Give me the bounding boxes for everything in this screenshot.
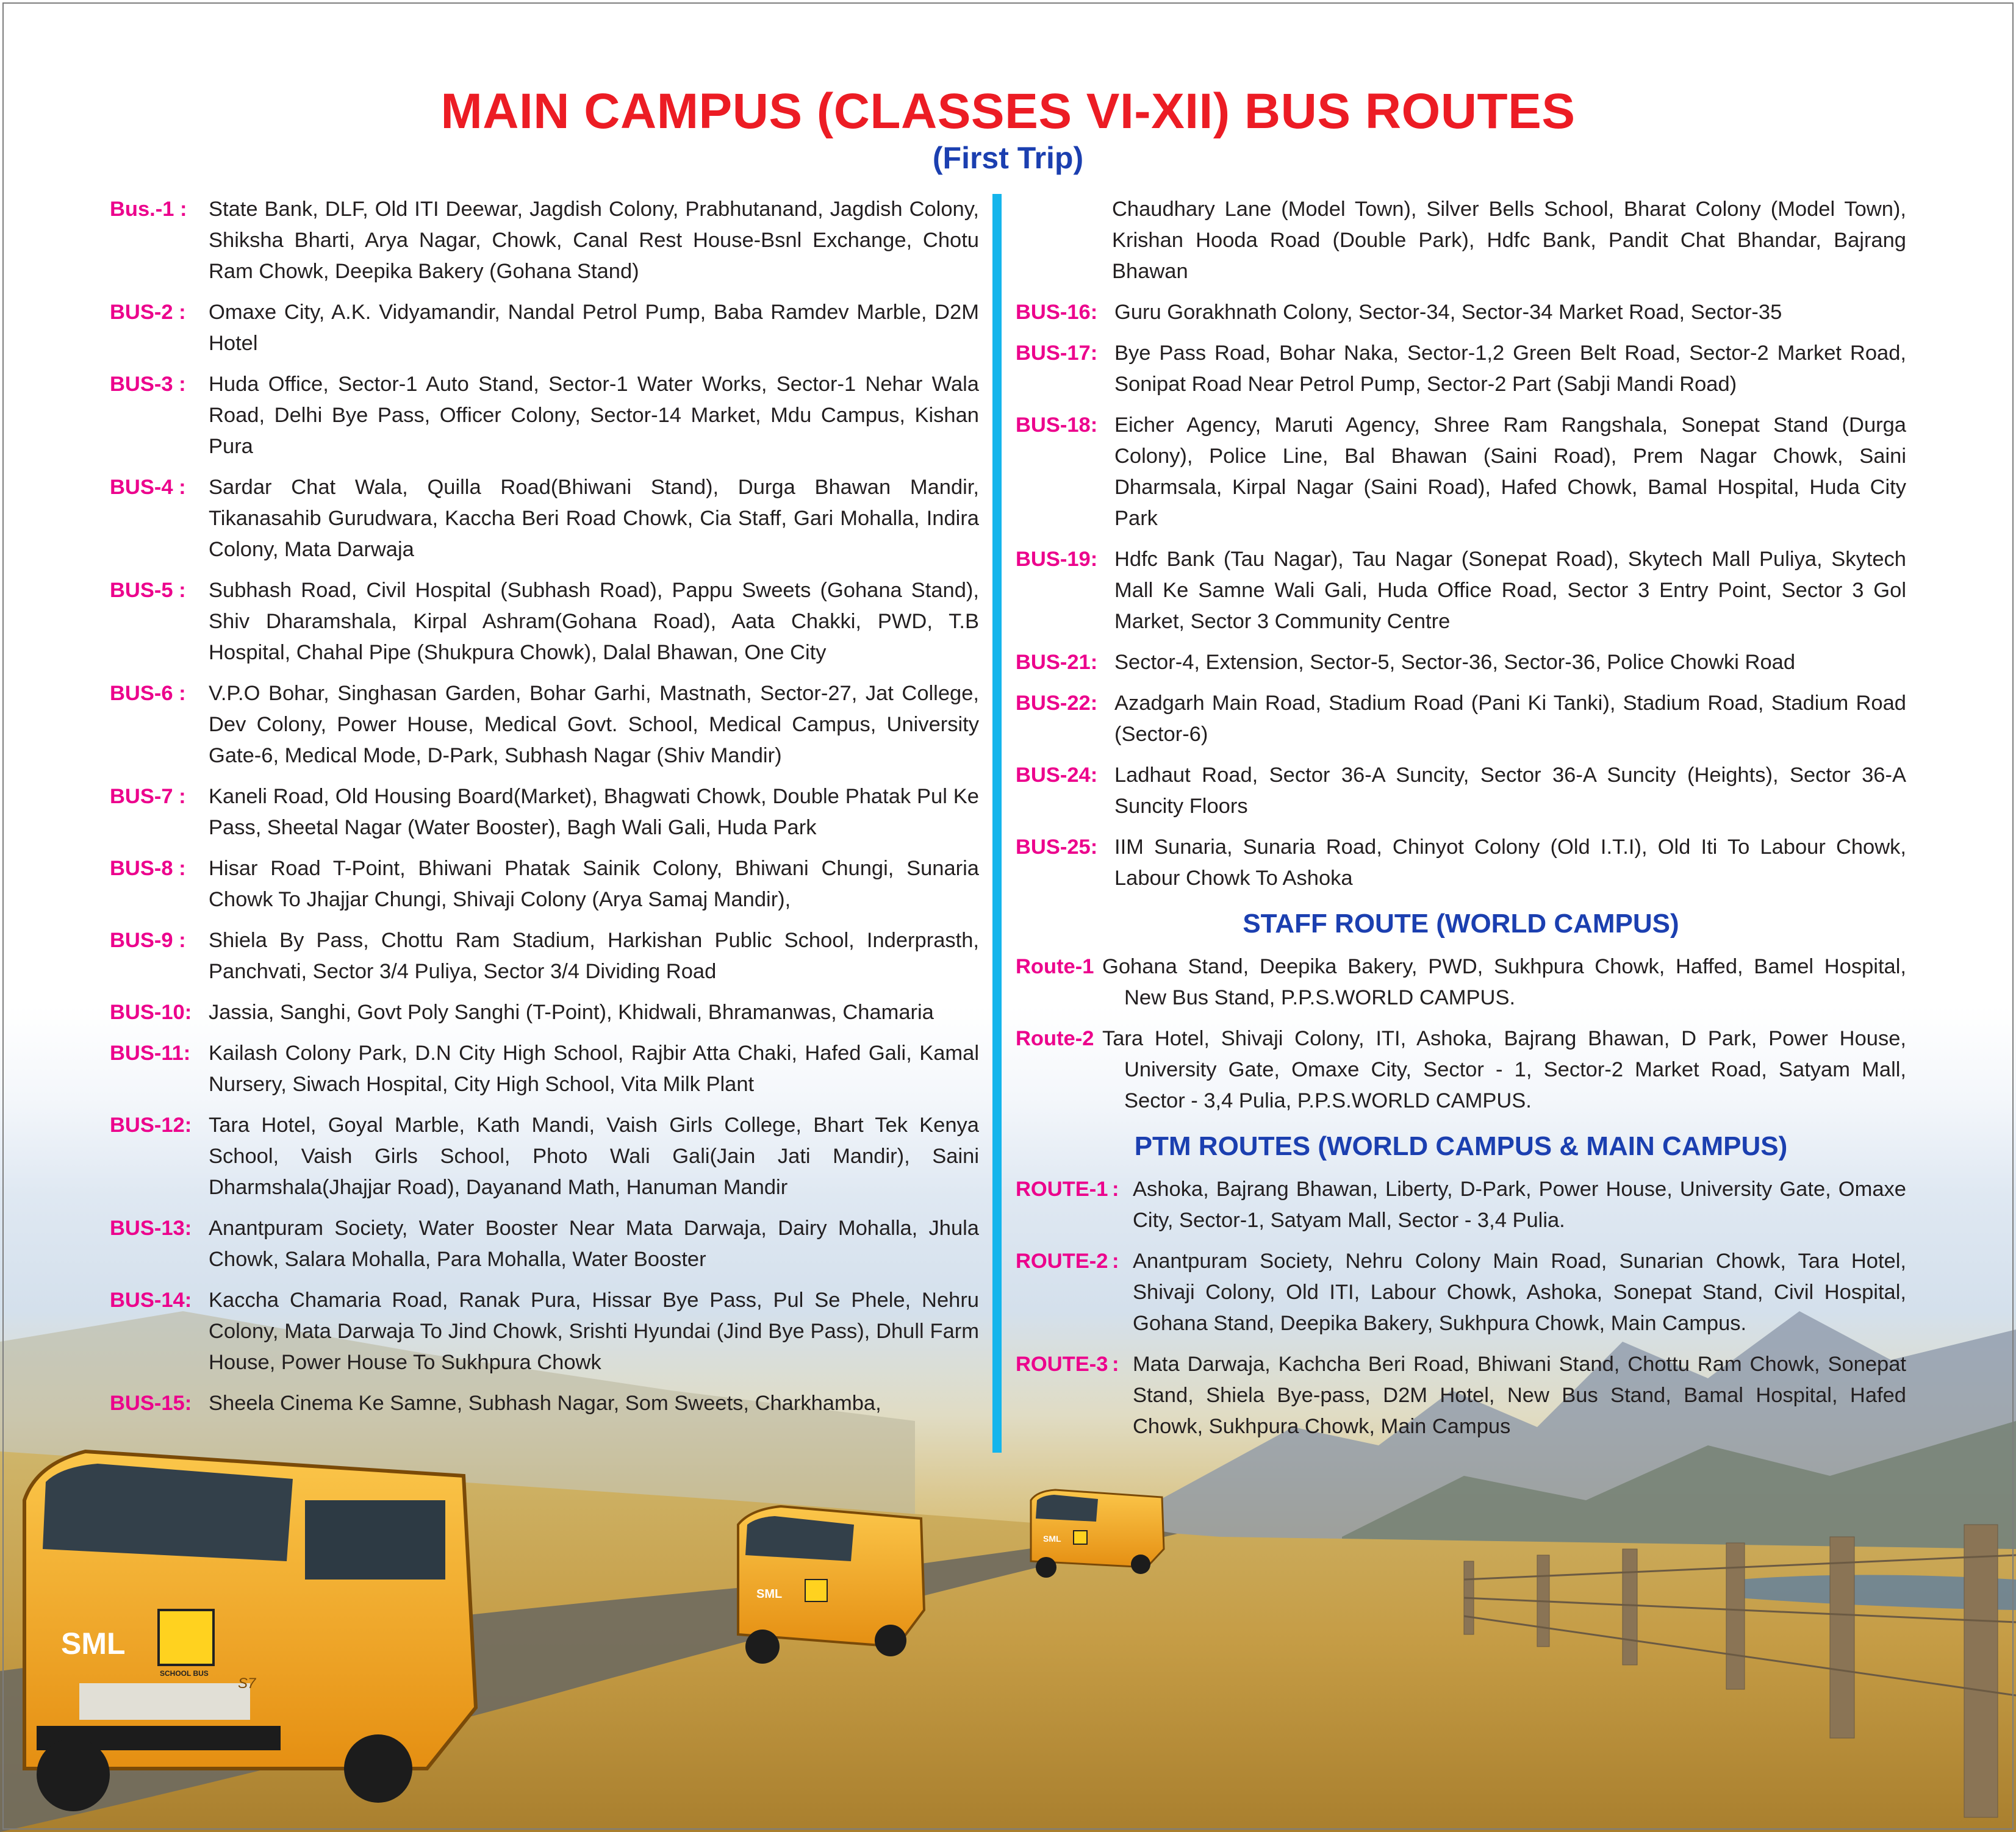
school-bus-large — [24, 1451, 476, 1811]
route-label: BUS-16: — [1016, 301, 1098, 324]
route-stops: Hdfc Bank (Tau Nagar), Tau Nagar (Sonepat Road), Skytech Mall Puliya, Skytech Mall Ke Samne Wali Gali, Huda Office Road, Sector 3 Entry Point, Sector 3 Gol Market, Sector 3 Community Centre — [1114, 548, 1906, 633]
route-label: BUS-2 : — [110, 301, 186, 324]
left-column-routes — [110, 194, 979, 1429]
route-stops: Kaccha Chamaria Road, Ranak Pura, Hissar Bye Pass, Pul Se Phele, Nehru Colony, Mata Darwaja To Jind Chowk, Srishti Hyundai (Jind Bye Pass), Dhull Farm House, Power House To Sukhpura Chowk — [209, 1289, 979, 1374]
route-stops: Huda Office, Sector-1 Auto Stand, Sector-1 Water Works, Sector-1 Nehar Wala Road, Delhi Bye Pass, Officer Colony, Sector-14 Market, Mdu Campus, Kishan Pura — [209, 373, 979, 458]
route-label: BUS-10: — [110, 1001, 192, 1024]
ptm-routes-heading: PTM ROUTES (WORLD CAMPUS & MAIN CAMPUS) — [1134, 1131, 1788, 1161]
route-stops: Subhash Road, Civil Hospital (Subhash Road), Pappu Sweets (Gohana Stand), Shiv Dharamshala, Kirpal Ashram(Gohana Road), Aata Chakki, PWD, T.B Hospital, Chahal Pipe (Shukpura Chowk), Dalal Bhawan, One City — [209, 579, 979, 664]
route-label: BUS-15: — [110, 1392, 192, 1415]
route-stops: Azadgarh Main Road, Stadium Road (Pani Ki Tanki), Stadium Road, Stadium Road (Sector-6) — [1114, 692, 1906, 746]
route-entry — [1016, 410, 1906, 534]
route-stops: Anantpuram Society, Nehru Colony Main Road, Sunarian Chowk, Tara Hotel, Shivaji Colony, Old ITI, Labour Chowk, Ashoka, Sonepat Stand, Civil Hospital, Gohana Stand, Deepika Bakery, Sukhpura Chowk, Main Campus. — [1133, 1250, 1906, 1335]
route-stops: Jassia, Sanghi, Govt Poly Sanghi (T-Point), Khidwali, Bhramanwas, Chamaria — [209, 1001, 934, 1024]
route-entry — [1016, 688, 1906, 750]
route-colon: : — [1112, 1178, 1119, 1201]
route-label: BUS-4 : — [110, 476, 186, 499]
route-stops: Mata Darwaja, Kachcha Beri Road, Bhiwani Stand, Chottu Ram Chowk, Sonepat Stand, Shiela Bye-pass, D2M Hotel, New Bus Stand, Bamal Hospital, Hafed Chowk, Sukhpura Chowk, Main Campus — [1133, 1353, 1906, 1438]
route-stops: Gohana Stand, Deepika Bakery, PWD, Sukhpura Chowk, Haffed, Bamel Hospital, New Bus Stand, P.P.S.WORLD CAMPUS. — [1102, 955, 1906, 1009]
route-label: Route-2 — [1016, 1027, 1094, 1050]
route-entry — [110, 781, 979, 843]
route-label: ROUTE-2 — [1016, 1250, 1108, 1273]
route-entry — [110, 678, 979, 771]
route-entry — [1016, 544, 1906, 637]
route-label: BUS-18: — [1016, 413, 1098, 437]
route-stops: Tara Hotel, Goyal Marble, Kath Mandi, Vaish Girls College, Bhart Tek Kenya School, Vaish Girls School, Photo Wali Gali(Jain Jati Mandir), Saini Dharmshala(Jhajjar Road), Dayanand Math, Hanuman Mandir — [209, 1114, 979, 1199]
route-label: ROUTE-1 — [1016, 1178, 1108, 1201]
ptm-route-entry — [1016, 1174, 1906, 1236]
column-divider — [992, 194, 1002, 1453]
route-stops: Kaneli Road, Old Housing Board(Market), Bhagwati Chowk, Double Phatak Pul Ke Pass, Sheetal Nagar (Water Booster), Bagh Wali Gali, Huda Park — [209, 785, 979, 839]
route-label: BUS-25: — [1016, 835, 1098, 859]
bus-brand-large: SML — [61, 1626, 126, 1661]
route-stops: Sector-4, Extension, Sector-5, Sector-36, Sector-36, Police Chowki Road — [1114, 651, 1796, 674]
route-label: ROUTE-3 — [1016, 1353, 1108, 1376]
route-stops: Anantpuram Society, Water Booster Near Mata Darwaja, Dairy Mohalla, Jhula Chowk, Salara Mohalla, Para Mohalla, Water Booster — [209, 1217, 979, 1271]
route-entry — [1016, 297, 1906, 328]
route-entry — [110, 369, 979, 462]
ptm-route-entry — [1016, 1349, 1906, 1442]
route-label: BUS-17: — [1016, 342, 1098, 365]
route-entry — [1016, 647, 1906, 678]
route-entry — [110, 1038, 979, 1100]
staff-route-entry — [1016, 951, 1906, 1014]
route-label: Route-1 — [1016, 955, 1094, 978]
route-label: BUS-14: — [110, 1289, 192, 1312]
staff-route-heading: STAFF ROUTE (WORLD CAMPUS) — [1243, 909, 1679, 939]
route-stops: Sheela Cinema Ke Samne, Subhash Nagar, Som Sweets, Charkhamba, — [209, 1392, 881, 1415]
route-stops: Eicher Agency, Maruti Agency, Shree Ram Rangshala, Sonepat Stand (Durga Colony), Police Line, Bal Bhawan (Saini Road), Prem Nagar Chowk, Saini Dharmsala, Kirpal Nagar (Saini Road), Hafed Chowk, Bamal Hospital, Huda City Park — [1114, 413, 1906, 530]
route-stops: Omaxe City, A.K. Vidyamandir, Nandal Petrol Pump, Baba Ramdev Marble, D2M Hotel — [209, 301, 979, 355]
school-bus-small — [1031, 1490, 1164, 1578]
ptm-route-entry — [1016, 1246, 1906, 1339]
bus-brand-middle: SML — [756, 1587, 783, 1601]
route-entry — [110, 1388, 979, 1419]
route-label: BUS-21: — [1016, 651, 1098, 674]
bus-15-continued: Chaudhary Lane (Model Town), Silver Bells School, Bharat Colony (Model Town), Krishan Hooda Road (Double Park), Hdfc Bank, Pandit Chat Bhandar, Bajrang Bhawan — [1112, 198, 1906, 283]
route-label: BUS-3 : — [110, 373, 186, 396]
route-label: BUS-24: — [1016, 764, 1098, 787]
route-stops: Ladhaut Road, Sector 36-A Suncity, Sector 36-A Suncity (Heights), Sector 36-A Suncity Floors — [1114, 764, 1906, 818]
bus-sign-large: SCHOOL BUS — [160, 1669, 209, 1678]
route-stops: Hisar Road T-Point, Bhiwani Phatak Sainik Colony, Bhiwani Chungi, Sunaria Chowk To Jhajjar Chungi, Shivaji Colony (Arya Samaj Mandir), — [209, 857, 979, 911]
route-entry — [110, 472, 979, 565]
route-label: BUS-9 : — [110, 929, 186, 952]
route-entry — [110, 1213, 979, 1275]
route-entry — [110, 1285, 979, 1378]
route-label: Bus.-1 : — [110, 198, 187, 221]
route-colon: : — [1112, 1353, 1119, 1376]
route-entry — [1016, 832, 1906, 894]
route-label: BUS-13: — [110, 1217, 192, 1240]
route-stops: Ashoka, Bajrang Bhawan, Liberty, D-Park, Power House, University Gate, Omaxe City, Sector-1, Satyam Mall, Sector - 3,4 Pulia. — [1133, 1178, 1906, 1232]
route-entry — [110, 853, 979, 915]
route-label: BUS-12: — [110, 1114, 192, 1137]
route-entry — [110, 997, 979, 1028]
route-entry — [1016, 760, 1906, 822]
route-stops: Sardar Chat Wala, Quilla Road(Bhiwani Stand), Durga Bhawan Mandir, Tikanasahib Gurudwara, Kaccha Beri Road Chowk, Cia Staff, Gari Mohalla, Indira Colony, Mata Darwaja — [209, 476, 979, 561]
route-label: BUS-19: — [1016, 548, 1098, 571]
staff-route-entry — [1016, 1023, 1906, 1117]
route-label: BUS-7 : — [110, 785, 186, 808]
route-entry — [110, 575, 979, 668]
route-stops: Guru Gorakhnath Colony, Sector-34, Sector-34 Market Road, Sector-35 — [1114, 301, 1782, 324]
page-subtitle: (First Trip) — [932, 141, 1084, 175]
route-entry — [1016, 338, 1906, 400]
route-stops: Kailash Colony Park, D.N City High School, Rajbir Atta Chaki, Hafed Gali, Kamal Nursery, Siwach Hospital, City High School, Vita Milk Plant — [209, 1042, 979, 1096]
route-stops: State Bank, DLF, Old ITI Deewar, Jagdish Colony, Prabhutanand, Jagdish Colony, Shiksha Bharti, Arya Nagar, Chowk, Canal Rest House-Bsnl Exchange, Chotu Ram Chowk, Deepika Bakery (Gohana Stand) — [209, 198, 979, 283]
route-label: BUS-8 : — [110, 857, 186, 880]
route-stops: V.P.O Bohar, Singhasan Garden, Bohar Garhi, Mastnath, Sector-27, Jat College, Dev Colony, Power House, Medical Govt. School, Medical Campus, University Gate-6, Medical Mode, D-Park, Subhash Nagar (Shiv Mandir) — [209, 682, 979, 767]
route-label: BUS-6 : — [110, 682, 186, 705]
route-stops: Bye Pass Road, Bohar Naka, Sector-1,2 Green Belt Road, Sector-2 Market Road, Sonipat Road Near Petrol Pump, Sector-2 Part (Sabji Mandi Road) — [1114, 342, 1906, 396]
route-entry — [110, 297, 979, 359]
route-entry — [110, 194, 979, 287]
route-label: BUS-5 : — [110, 579, 186, 602]
page-title: MAIN CAMPUS (CLASSES VI-XII) BUS ROUTES — [440, 84, 1576, 139]
school-bus-middle — [738, 1506, 924, 1664]
route-entry — [110, 925, 979, 987]
route-entry — [110, 1110, 979, 1203]
route-colon: : — [1112, 1250, 1119, 1273]
route-label: BUS-22: — [1016, 692, 1098, 715]
route-stops: Tara Hotel, Shivaji Colony, ITI, Ashoka, Bajrang Bhawan, D Park, Power House, University Gate, Omaxe City, Sector - 1, Sector-2 Market Road, Satyam Mall, Sector - 3,4 Pulia, P.P.S.WORLD CAMPUS. — [1102, 1027, 1906, 1112]
bus-model-large: S7 — [238, 1675, 256, 1692]
bus-brand-small: SML — [1043, 1534, 1061, 1544]
right-column-routes — [1016, 194, 1906, 1452]
route-stops: IIM Sunaria, Sunaria Road, Chinyot Colony (Old I.T.I), Old Iti To Labour Chowk, Labour Chowk To Ashoka — [1114, 835, 1906, 890]
route-stops: Shiela By Pass, Chottu Ram Stadium, Harkishan Public School, Inderprasth, Panchvati, Sector 3/4 Puliya, Sector 3/4 Dividing Road — [209, 929, 979, 983]
route-label: BUS-11: — [110, 1042, 191, 1065]
